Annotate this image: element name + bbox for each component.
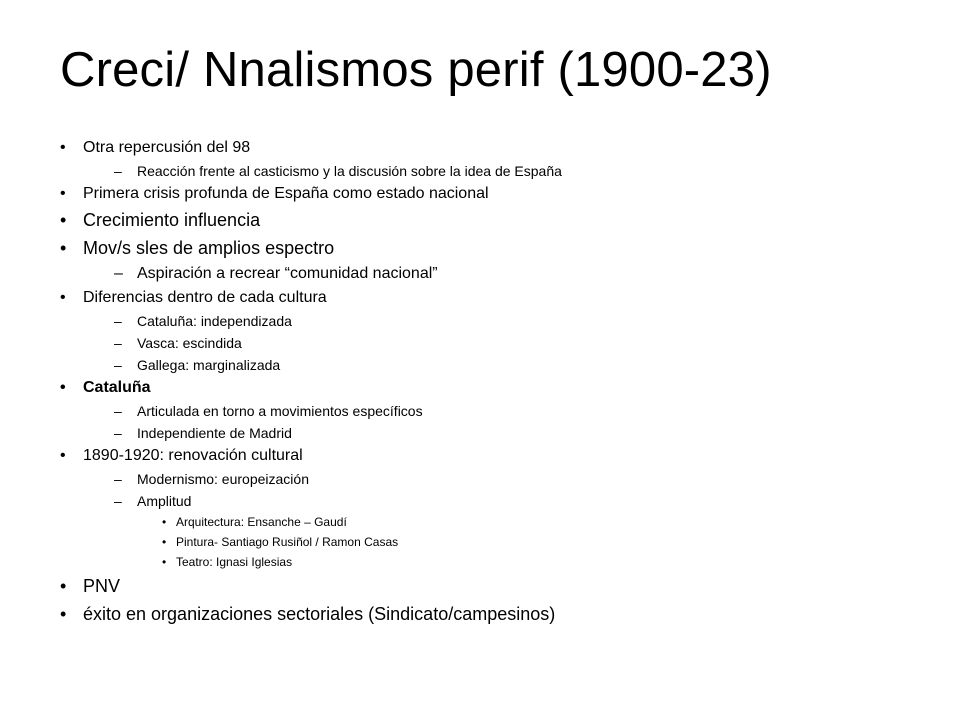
bullet-item <box>60 136 940 160</box>
sub-sub-bullet-item <box>60 512 940 532</box>
bullet-item <box>60 572 940 600</box>
bullet-marker: • <box>60 289 66 306</box>
sub-bullet-text: Vasca: escindida <box>137 335 242 351</box>
sub-bullet-item <box>60 332 940 354</box>
sub-bullet-item <box>60 400 940 422</box>
sub-bullet-text: Cataluña: independizada <box>137 313 292 329</box>
bullet-marker: • <box>60 139 66 156</box>
sub-bullet-text: Gallega: marginalizada <box>137 357 281 373</box>
sub-bullet-text: Amplitud <box>137 493 192 509</box>
sub-bullet-text: Articulada en torno a movimientos específicos <box>137 403 423 419</box>
bullet-text: Otra repercusión del 98 <box>83 139 251 156</box>
sub-bullet-text: Independiente de Madrid <box>137 425 292 441</box>
bullet-marker: • <box>60 238 67 258</box>
bullet-item <box>60 376 940 400</box>
bullet-marker: • <box>60 210 67 230</box>
bullet-marker: • <box>162 555 167 569</box>
slide-title: Creci/ Nnalismos perif (1900-23) <box>60 43 772 97</box>
sub-bullet-item <box>60 160 940 182</box>
sub-sub-bullet-item <box>60 552 940 572</box>
sub-bullet-item <box>60 422 940 444</box>
dash-marker: – <box>114 425 122 441</box>
sub-bullet-item <box>60 490 940 512</box>
bullet-marker: • <box>60 576 67 596</box>
bullet-text: 1890-1920: renovación cultural <box>83 447 303 464</box>
sub-sub-bullet-text: Arquitectura: Ensanche – Gaudí <box>176 515 347 529</box>
sub-bullet-item <box>60 262 940 286</box>
dash-marker: – <box>114 493 122 509</box>
dash-marker: – <box>114 471 122 487</box>
bullet-text: PNV <box>83 576 121 596</box>
bullet-text: Mov/s sles de amplios espectro <box>83 238 335 258</box>
bullet-text: Diferencias dentro de cada cultura <box>83 289 327 306</box>
sub-sub-bullet-text: Teatro: Ignasi Iglesias <box>176 555 293 569</box>
sub-sub-bullet-text: Pintura- Santiago Rusiñol / Ramon Casas <box>176 535 399 549</box>
bullet-item <box>60 234 940 262</box>
sub-bullet-text: Modernismo: europeización <box>137 471 309 487</box>
bullet-text: Primera crisis profunda de España como estado nacional <box>83 185 489 202</box>
dash-marker: – <box>114 313 122 329</box>
sub-bullet-text: Aspiración a recrear “comunidad nacional” <box>137 265 438 282</box>
bullet-marker: • <box>60 379 66 396</box>
bullet-item <box>60 444 940 468</box>
bullet-list <box>60 136 940 628</box>
sub-bullet-item <box>60 468 940 490</box>
bullet-marker: • <box>60 185 66 202</box>
dash-marker: – <box>114 163 122 179</box>
sub-sub-bullet-item <box>60 532 940 552</box>
bullet-marker: • <box>162 515 167 529</box>
bullet-text: éxito en organizaciones sectoriales (Sindicato/campesinos) <box>83 604 556 624</box>
bullet-item <box>60 182 940 206</box>
bullet-item <box>60 600 940 628</box>
sub-bullet-item <box>60 310 940 332</box>
bullet-text: Crecimiento influencia <box>83 210 261 230</box>
sub-bullet-text: Reacción frente al casticismo y la discusión sobre la idea de España <box>137 163 562 179</box>
dash-marker: – <box>114 335 122 351</box>
dash-marker: – <box>114 403 122 419</box>
bullet-item <box>60 286 940 310</box>
bullet-item <box>60 206 940 234</box>
dash-marker: – <box>114 357 122 373</box>
dash-marker: – <box>114 265 123 282</box>
bullet-marker: • <box>60 447 66 464</box>
sub-bullet-item <box>60 354 940 376</box>
bullet-marker: • <box>60 604 67 624</box>
bullet-marker: • <box>162 535 167 549</box>
bullet-text: Cataluña <box>83 379 151 396</box>
